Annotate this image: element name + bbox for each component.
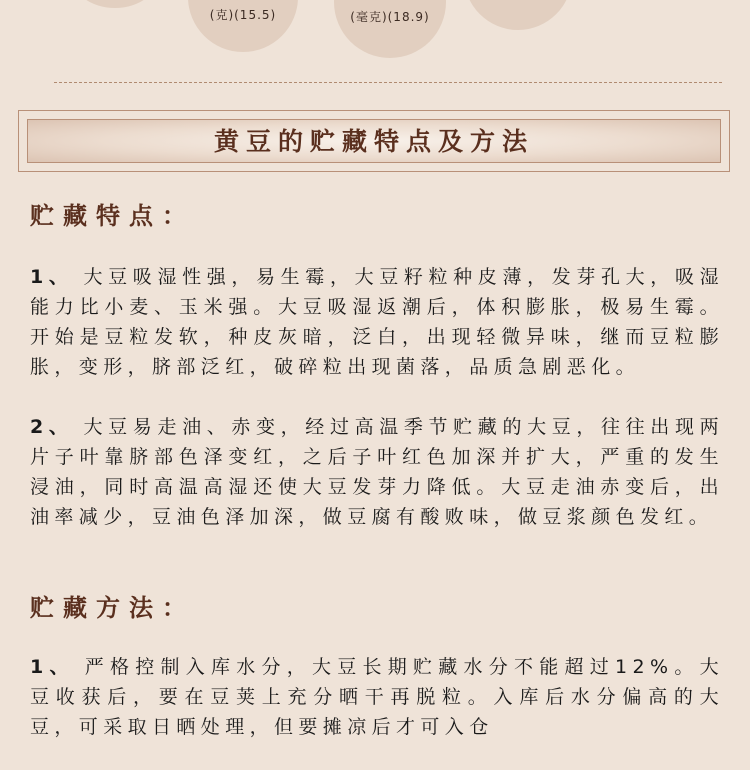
methods-item	[30, 652, 724, 742]
item-number: 2、	[30, 416, 74, 438]
methods-heading: 贮藏方法：	[30, 594, 195, 622]
nutrition-circle	[334, 0, 446, 58]
features-item	[30, 262, 724, 382]
features-item	[30, 412, 724, 532]
nutrition-label: (克)(15.5)	[209, 8, 277, 22]
item-text: 大豆易走油、赤变，经过高温季节贮藏的大豆，往往出现两片子叶靠脐部色泽变红，之后子叶红色加深并扩大，严重的发生浸油，同时高温高湿还使大豆发芽力降低。大豆走油赤变后，出油率减少，豆油色泽加深，做豆腐有酸败味，做豆浆颜色发红。	[30, 416, 724, 528]
item-number: 1、	[30, 656, 75, 678]
section-banner	[18, 110, 730, 172]
nutrition-circle	[188, 0, 298, 52]
banner-title: 黄豆的贮藏特点及方法	[213, 127, 534, 156]
features-heading: 贮藏特点：	[30, 202, 195, 230]
item-number: 1、	[30, 266, 74, 288]
nutrition-circle	[70, 0, 160, 8]
divider	[54, 82, 722, 83]
nutrition-circle	[464, 0, 572, 30]
item-text: 严格控制入库水分，大豆长期贮藏水分不能超过12%。大豆收获后，要在豆荚上充分晒干再脱粒。入库后水分偏高的大豆，可采取日晒处理，但要摊凉后才可入仓	[30, 656, 724, 738]
item-text: 大豆吸湿性强，易生霉，大豆籽粒种皮薄，发芽孔大，吸湿能力比小麦、玉米强。大豆吸湿返潮后，体积膨胀，极易生霉。开始是豆粒发软，种皮灰暗，泛白，出现轻微异味，继而豆粒膨胀，变形，脐部泛红，破碎粒出现菌落，品质急剧恶化。	[30, 266, 724, 378]
nutrition-label: (毫克)(18.9)	[350, 10, 430, 24]
